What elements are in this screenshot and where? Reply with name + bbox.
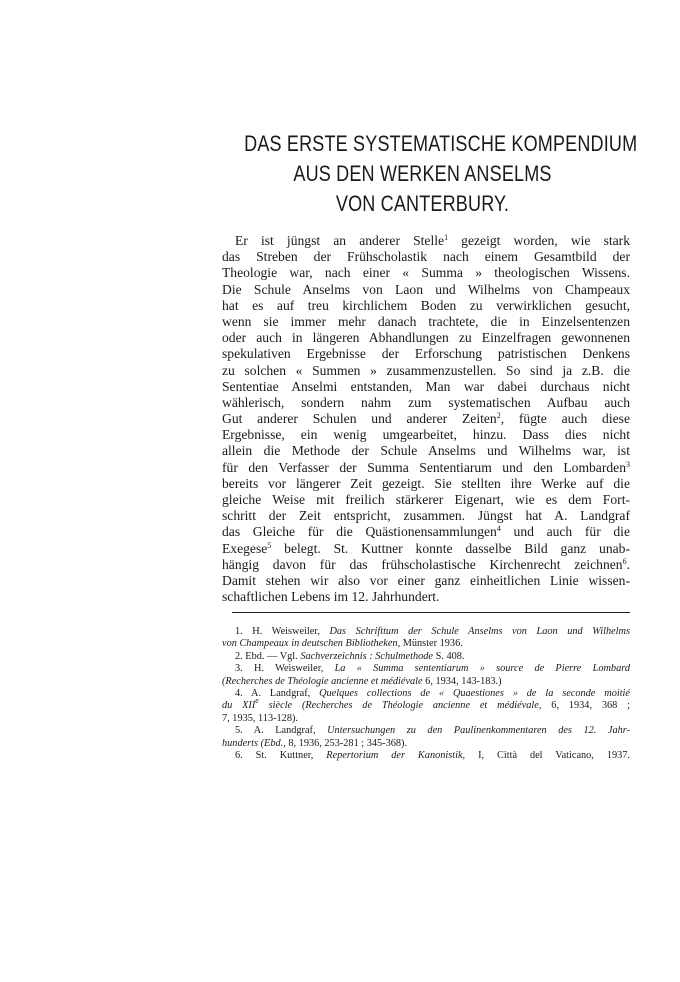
footnote-ref-5: 5 [267, 540, 272, 550]
body-line: Sententiae Anselmi entstanden, Man war dabei durchaus nicht [222, 378, 630, 394]
body-line: wenn sie immer mehr danach trachtete, die in Einzelsentenzen [222, 313, 630, 329]
body-line: oder auch in längeren Abhandlungen zu Einzelfragen gewonnenen [222, 330, 630, 346]
body-line: Exegese$^5$ belegt. St. Kuttner konnte dasselbe Bild ganz unab- [222, 540, 630, 556]
body-line: Theologie war, nach einer « Summa » theologischen Wissens. [222, 265, 630, 281]
footnote-ref-4: 4 [496, 524, 501, 534]
body-line: spekulativen Ergebnisse der Erforschung patristischen Denkens [222, 346, 630, 362]
title-line-2: AUS DEN WERKEN ANSELMS [293, 161, 552, 186]
body-line: Damit stehen wir also vor einer ganz einheitlichen Linie wissen- [222, 572, 630, 588]
body-line: für den Verfasser der Summa Sententiarum und den Lombarden$^3$ [222, 459, 630, 475]
footnote-divider [232, 612, 630, 613]
footnote-2: 2. Ebd. — Vgl. Sachverzeichnis : Schulmethode S. 408. [235, 650, 465, 662]
footnotes [222, 626, 630, 762]
body-line: hat es auf treu kirchlichem Boden zu verwirklichen gesucht, [222, 297, 630, 313]
body-line: Gut anderer Schulen und anderer Zeiten$^2$, fügte auch diese [222, 411, 630, 427]
body-paragraph [222, 233, 630, 605]
footnote-ref-1: 1 [444, 233, 449, 242]
footnote-5: 5. A. Landgraf, Untersuchungen zu den Paulinenkommentaren des 12. Jahr- [235, 725, 630, 737]
footnote-6: 6. St. Kuttner, Repertorium der Kanonistik, I, Città del Vaticano, 1937. [235, 749, 630, 761]
body-line: das Streben der Frühscholastik nach einem Gesamtbild der [222, 249, 630, 265]
footnote-ref-2: 2 [496, 411, 501, 421]
body-line: zu solchen « Summen » zusammenzustellen. So sind ja z.B. die [222, 362, 630, 378]
footnote-4: 4. A. Landgraf, Quelques collections de « Quaestiones » de la seconde moitié [235, 687, 630, 699]
body-line: Ergebnisse, ein wenig umgearbeitet, hinzu. Dass dies nicht [222, 427, 630, 443]
body-line: schaftlichen Lebens im 12. Jahrhundert. [222, 589, 440, 605]
body-line: wählerisch, sondern nahm zum systematischen Aufbau auch [222, 394, 630, 410]
body-line: bereits vor längerer Zeit gezeigt. Sie stellten ihre Werke auf die [222, 475, 630, 491]
article-title [205, 129, 640, 219]
body-line: Er ist jüngst an anderer Stelle$^1$ gezeigt worden, wie stark [235, 233, 631, 248]
body-line: hängig davon für das frühscholastische Kirchenrecht zeichnen$^6$. [222, 556, 630, 572]
body-line: allein die Methode der Schule Anselms und Wilhelms war, ist [222, 443, 630, 459]
footnote-3-cont: (Recherches de Théologie ancienne et médiévale 6, 1934, 143-183.) [222, 675, 502, 687]
body-line: Die Schule Anselms von Laon und Wilhelms von Champeaux [222, 281, 630, 297]
footnote-4-cont: du XIIe siècle (Recherches de Théologie ancienne et médiévale, 6, 1934, 368 ; [222, 696, 630, 712]
title-line-3: VON CANTERBURY. [335, 191, 510, 216]
body-line: gleiche Weise mit freilich stärkerer Eigenart, wie es dem Fort- [222, 492, 630, 507]
footnote-ref-3: 3 [626, 459, 630, 469]
footnote-4-cont2: 7, 1935, 113-128). [222, 712, 298, 724]
footnote-ref-6: 6 [622, 556, 627, 566]
footnote-5-cont: hunderts (Ebd., 8, 1936, 253-281 ; 345-368). [222, 737, 408, 749]
body-line: das Gleiche für die Quästionensammlungen$^4$ und auch für die [222, 524, 630, 540]
title-line-1: DAS ERSTE SYSTEMATISCHE KOMPENDIUM [244, 131, 638, 156]
footnote-1: 1. H. Weisweiler, Das Schrifttum der Schule Anselms von Laon und Wilhelms [235, 626, 630, 637]
footnote-1-cont: von Champeaux in deutschen Bibliotheken, Münster 1936. [222, 638, 463, 650]
footnote-3: 3. H. Weisweiler, La « Summa sententiarum » source de Pierre Lombard [235, 663, 630, 675]
body-line: schritt der Zeit entspricht, zusammen. Jüngst hat A. Landgraf [222, 508, 630, 524]
